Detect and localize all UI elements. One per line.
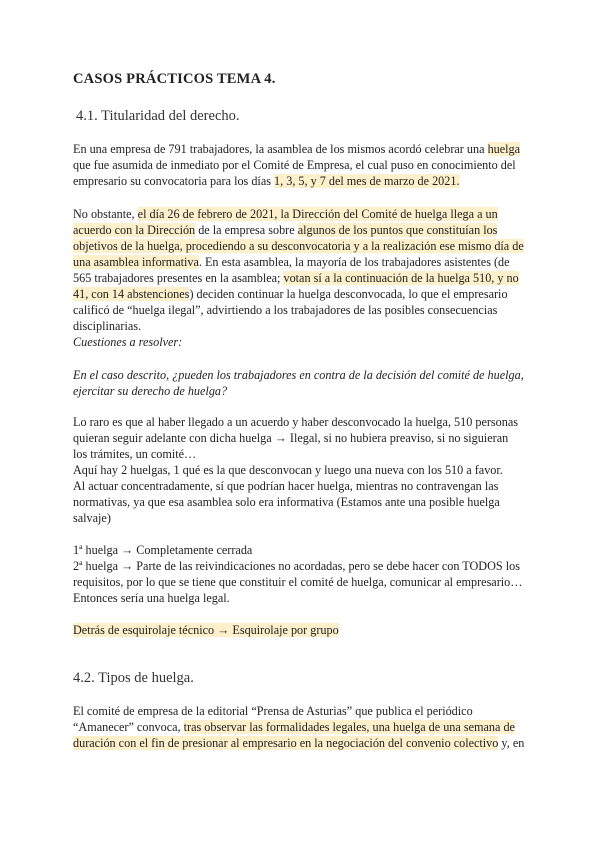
highlighted-text: huelga	[487, 142, 521, 156]
question-text: En el caso descrito, ¿pueden los trabajadores en contra de la decisión del comité de huelga, ejercitar su derecho de huelga?	[73, 368, 524, 398]
answer-paragraph-2: Aquí hay 2 huelgas, 1 qué es la que desconvocan y luego una nueva con los 510 a favor.	[73, 463, 503, 477]
list-item-huelga-2: 2ª huelga → Parte de las reivindicaciones no acordadas, pero se debe hacer con TODOS los requisitos, por lo que se tiene que constituir el comité de huelga, comunicar al empresario… Entonces sería una huelga legal.	[73, 559, 523, 605]
cuestiones-label: Cuestiones a resolver:	[73, 335, 183, 349]
document-title: CASOS PRÁCTICOS TEMA 4.	[73, 71, 276, 87]
highlighted-text: tras observar las formalidades legales, una huelga de una semana de duración con el fin de presionar al empresario en la negociación del convenio colectivo	[73, 720, 515, 750]
note-esquirolaje	[73, 622, 525, 638]
highlighted-text: algunos de los puntos que constituían los objetivos de la huelga, procediendo a su desconvocatoria y a la realización ese mismo día de una asamblea informativa	[73, 223, 524, 269]
highlighted-text: el día 26 de febrero de 2021, la Dirección del Comité de huelga llega a un acuerdo con la Dirección	[73, 207, 498, 237]
highlighted-text: Detrás de esquirolaje técnico → Esquirolaje por grupo	[73, 623, 339, 637]
highlighted-text: votan sí a la continuación de la huelga 510, y no 41, con 14 abstenciones	[73, 271, 519, 301]
text-segment: ) deciden continuar la huelga desconvocada, lo que el empresario calificó de “huelga ilegal”, advirtiendo a los trabajadores de las posibles consecuencias disciplinarias.	[73, 287, 508, 333]
section-heading-4-2: 4.2. Tipos de huelga.	[73, 670, 194, 686]
text-segment: . En esta asamblea, la mayoría de los trabajadores asistentes (de 565 trabajadores presentes en la asamblea;	[73, 255, 510, 285]
paragraph-case-details	[73, 206, 525, 334]
answer-paragraph-3: Al actuar concentradamente, sí que podrían hacer huelga, mientras no contravengan las normativas, ya que esa asamblea solo era informativa (Estamos ante una posible huelga salvaje)	[73, 479, 500, 525]
text-segment: En una empresa de 791 trabajadores, la asamblea de los mismos acordó celebrar una	[73, 142, 488, 156]
list-item-huelga-1: 1ª huelga → Completamente cerrada	[73, 543, 253, 557]
section-heading-4-1: 4.1. Titularidad del derecho.	[76, 108, 240, 124]
text-segment: y, en	[498, 736, 525, 750]
text-segment: El comité de empresa de la editorial “Prensa de Asturias” que publica el periódico “Amanecer” convoca,	[73, 704, 473, 734]
paragraph-case-intro	[73, 141, 525, 189]
highlighted-text: 1, 3, 5, y 7 del mes de marzo de 2021.	[274, 174, 460, 188]
answer-paragraph-1: Lo raro es que al haber llegado a un acuerdo y haber desconvocado la huelga, 510 personas quieran seguir adelante con dicha huelga → Ilegal, si no hubiera preaviso, si no siguieran los trámites, un comité…	[73, 415, 519, 461]
text-segment: No obstante,	[73, 207, 138, 221]
text-segment: de la empresa sobre	[195, 223, 298, 237]
text-segment: que fue asumida de inmediato por el Comité de Empresa, el cual puso en conocimiento del empresario su convocatoria para los días	[73, 158, 516, 188]
paragraph-case-2	[73, 703, 525, 751]
